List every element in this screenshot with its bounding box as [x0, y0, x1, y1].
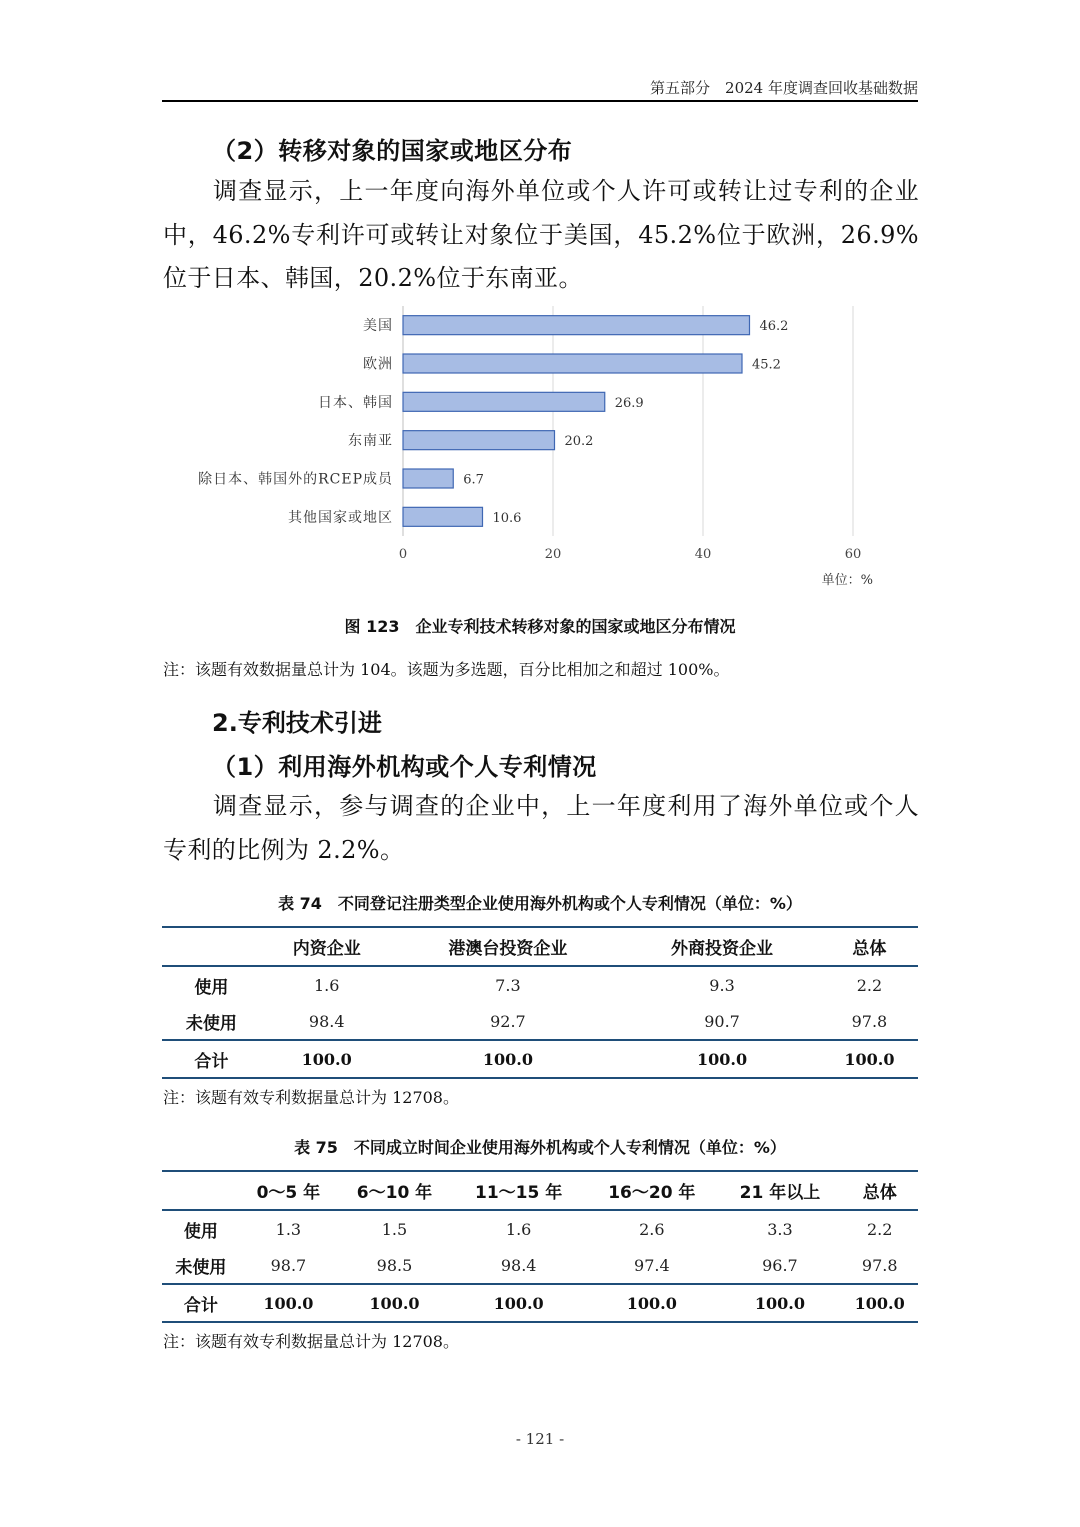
category-label: 东南亚 [348, 433, 393, 450]
data-label: 20.2 [564, 434, 594, 450]
table75-caption: 表 75 不同成立时间企业使用海外机构或个人专利情况（单位：%） [294, 1138, 786, 1157]
data-label: 6.7 [463, 472, 484, 488]
table-cell: 2.2 [856, 975, 883, 995]
column-header: 内资企业 [261, 927, 393, 966]
table-total-row [162, 1284, 918, 1322]
unit-label: 单位：% [821, 573, 873, 588]
category-label: 其他国家或地区 [288, 509, 393, 526]
column-header: 总体 [841, 1171, 918, 1210]
section-heading-import: 2.专利技术引进 [212, 709, 382, 737]
header-text: 第五部分 2024 年度调查回收基础数据 [650, 79, 918, 97]
total-cell: 100.0 [585, 1284, 718, 1322]
table75-note: 注：该题有效专利数据量总计为 12708。 [163, 1332, 459, 1351]
x-tick-label: 40 [694, 547, 712, 562]
bar [403, 469, 453, 488]
table-cell: 1.6 [313, 975, 340, 995]
table74 [162, 926, 918, 1079]
paragraph-import: 调查显示，参与调查的企业中，上一年度利用了海外单位或个人专利的比例为 2.2%。 [163, 792, 919, 864]
column-header: 6～10 年 [337, 1171, 452, 1210]
table-row [162, 1210, 918, 1247]
table-cell: 90.7 [704, 1011, 740, 1031]
table-cell: 98.4 [500, 1255, 537, 1275]
x-tick-label: 60 [844, 547, 862, 562]
table-row [162, 1003, 918, 1040]
total-cell: 100.0 [261, 1040, 393, 1078]
bar-chart [162, 300, 918, 600]
total-label-cell: 合计 [162, 1040, 261, 1078]
page-number: - 121 - [515, 1430, 565, 1448]
paragraph-country: 调查显示，上一年度向海外单位或个人许可或转让过专利的企业中，46.2%专利许可或转让对象位于美国，45.2%位于欧洲，26.9%位于日本、韩国，20.2%位于东南亚。 [163, 177, 919, 292]
table-row [162, 1247, 918, 1284]
section-heading-country: （2）转移对象的国家或地区分布 [212, 137, 573, 165]
column-header: 港澳台投资企业 [393, 927, 624, 966]
x-tick-label: 20 [544, 547, 562, 562]
total-cell: 100.0 [240, 1284, 337, 1322]
table-cell: 96.7 [762, 1255, 798, 1275]
column-header: 0～5 年 [240, 1171, 337, 1210]
column-header: 外商投资企业 [623, 927, 821, 966]
category-label: 日本、韩国 [318, 394, 393, 411]
table-cell: 2.6 [639, 1219, 665, 1239]
bar [403, 507, 483, 526]
total-cell: 100.0 [337, 1284, 452, 1322]
total-cell: 100.0 [718, 1284, 841, 1322]
table-cell: 1.5 [381, 1219, 408, 1239]
total-cell: 100.0 [393, 1040, 624, 1078]
total-cell: 100.0 [452, 1284, 585, 1322]
figure-caption: 图 123 企业专利技术转移对象的国家或地区分布情况 [344, 617, 736, 636]
page-header [162, 74, 918, 102]
table-header-row [162, 927, 918, 966]
table-cell: 1.6 [505, 1219, 532, 1239]
column-header: 总体 [821, 927, 918, 966]
total-cell: 100.0 [821, 1040, 918, 1078]
table-cell: 7.3 [495, 975, 521, 995]
table-cell: 98.7 [270, 1255, 307, 1275]
table-header-row [162, 1171, 918, 1210]
row-header-cell: 未使用 [175, 1257, 227, 1278]
category-label: 欧洲 [363, 356, 393, 373]
table-row [162, 966, 918, 1003]
x-tick-label: 0 [398, 547, 408, 562]
bar [403, 392, 605, 411]
table-cell: 97.4 [634, 1255, 670, 1275]
row-header-cell: 使用 [194, 977, 229, 998]
total-label-cell: 合计 [162, 1284, 240, 1322]
table-cell: 97.8 [851, 1011, 888, 1031]
table-cell: 92.7 [490, 1011, 526, 1031]
category-label: 美国 [363, 318, 393, 335]
table-total-row [162, 1040, 918, 1078]
column-header: 11～15 年 [452, 1171, 585, 1210]
table-cell: 3.3 [767, 1219, 793, 1239]
bar [403, 316, 750, 335]
data-label: 10.6 [492, 510, 522, 526]
total-cell: 100.0 [623, 1040, 821, 1078]
column-header: 16～20 年 [585, 1171, 718, 1210]
column-header: 21 年以上 [718, 1171, 841, 1210]
bar [403, 354, 742, 373]
data-label: 45.2 [752, 357, 781, 373]
table-cell: 2.2 [866, 1219, 893, 1239]
table-cell: 1.3 [275, 1219, 302, 1239]
table-cell: 97.8 [861, 1255, 898, 1275]
subsection-heading-import: （1）利用海外机构或个人专利情况 [212, 753, 597, 781]
total-cell: 100.0 [841, 1284, 918, 1322]
row-header-cell: 使用 [183, 1221, 218, 1242]
table-cell: 98.4 [308, 1011, 345, 1031]
column-header [162, 927, 261, 966]
figure-note: 注：该题有效数据量总计为 104。该题为多选题，百分比相加之和超过 100%。 [163, 660, 730, 679]
bar [403, 431, 555, 450]
table74-note: 注：该题有效专利数据量总计为 12708。 [163, 1088, 459, 1107]
table75 [162, 1170, 918, 1323]
category-label: 除日本、韩国外的RCEP成员 [198, 471, 393, 488]
data-label: 46.2 [759, 319, 789, 335]
data-label: 26.9 [614, 395, 644, 411]
table-cell: 9.3 [709, 975, 735, 995]
table-cell: 98.5 [376, 1255, 413, 1275]
table74-caption: 表 74 不同登记注册类型企业使用海外机构或个人专利情况（单位：%） [278, 894, 802, 913]
column-header [162, 1171, 240, 1210]
row-header-cell: 未使用 [185, 1013, 237, 1034]
